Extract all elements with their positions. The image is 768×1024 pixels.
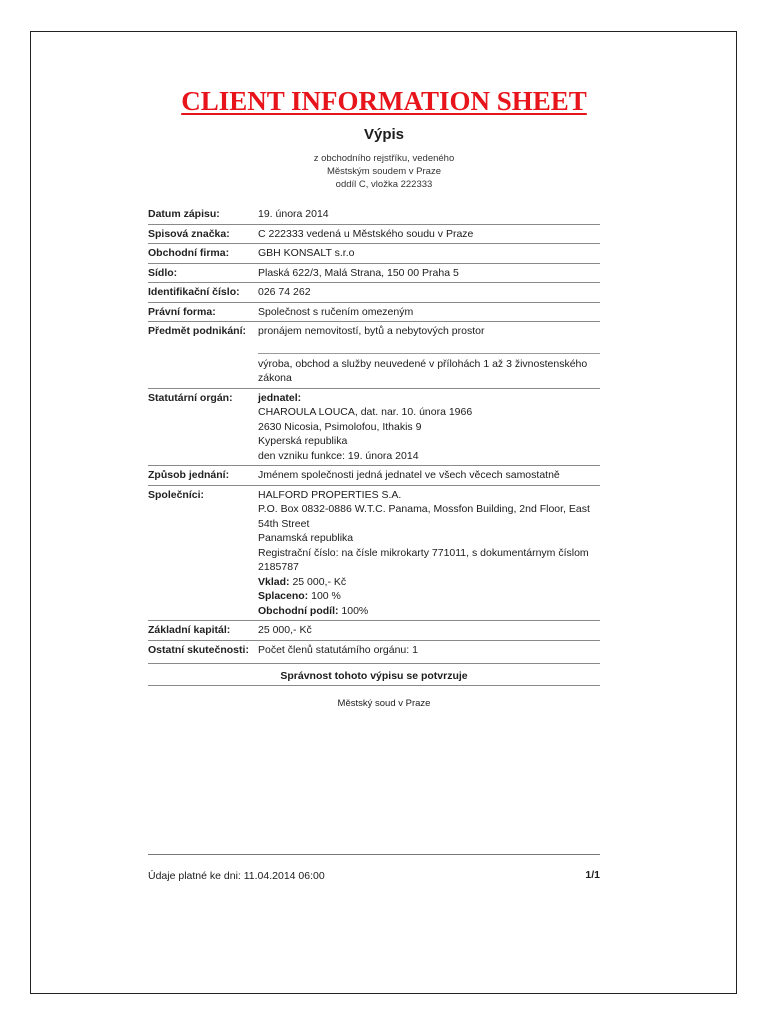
row-label: Obchodní firma: xyxy=(148,247,230,259)
registry-line-2: Městským soudem v Praze xyxy=(326,166,442,177)
document-subtitle: Výpis xyxy=(363,126,405,143)
partner-line: Registrační číslo: na čísle mikrokarty 771011, s dokumentárnym číslom 2185787 xyxy=(258,546,589,573)
business-activity-2: výroba, obchod a služby neuvedené v přílohách 1 až 3 živnostenského zákona xyxy=(258,353,600,386)
row-zakladni-kapital xyxy=(148,621,600,641)
row-zpusob-jednani xyxy=(148,466,600,486)
row-ostatni-skutecnosti xyxy=(148,641,600,665)
statutory-line: 2630 Nicosia, Psimolofou, Ithakis 9 xyxy=(258,420,422,433)
row-value: Počet členů statutámího orgánu: 1 xyxy=(258,643,418,656)
row-value xyxy=(255,324,600,386)
row-value: 19. února 2014 xyxy=(258,208,329,220)
row-sidlo xyxy=(148,264,600,284)
row-label: Datum zápisu: xyxy=(148,208,220,220)
registry-line-1: z obchodního rejstříku, vedeného xyxy=(313,153,455,164)
business-activity-1: pronájem nemovitostí, bytů a nebytových prostor xyxy=(258,325,485,337)
row-label: Společníci: xyxy=(148,488,205,501)
row-label: Předmět podnikání: xyxy=(148,325,247,337)
registry-line-3: oddíl C, vložka 222333 xyxy=(335,179,433,190)
row-pravni-forma xyxy=(148,303,600,323)
row-value: C 222333 vedená u Městského soudu v Praze xyxy=(258,227,474,240)
row-label: Sídlo: xyxy=(148,266,178,279)
row-value: Plaská 622/3, Malá Strana, 150 00 Praha 5 xyxy=(258,266,459,279)
partner-line: P.O. Box 0832-0886 W.T.C. Panama, Mossfon Building, 2nd Floor, East 54th Street xyxy=(258,503,590,530)
statutory-line: Kyperská republika xyxy=(258,435,348,447)
partner-vklad: Vklad: 25 000,- Kč xyxy=(258,575,347,588)
row-predmet-podnikani xyxy=(148,322,600,389)
partner-line: HALFORD PROPERTIES S.A. xyxy=(258,488,402,501)
row-label: Identifikační číslo: xyxy=(148,286,240,298)
row-label: Způsob jednání: xyxy=(148,469,230,481)
document-title: CLIENT INFORMATION SHEET xyxy=(181,86,587,116)
row-label: Základní kapitál: xyxy=(148,624,231,636)
row-value xyxy=(255,488,600,619)
row-value: GBH KONSALT s.r.o xyxy=(258,247,355,259)
row-label: Statutární orgán: xyxy=(148,391,233,404)
valid-as-of: Údaje platné ke dni: 11.04.2014 06:00 xyxy=(148,870,325,882)
row-statutarni-organ xyxy=(148,389,600,467)
row-value: Společnost s ručením omezeným xyxy=(258,305,414,318)
row-label: Ostatní skutečnosti: xyxy=(148,643,249,656)
issuing-court: Městský soud v Praze xyxy=(337,698,431,709)
statutory-line: CHAROULA LOUCA, dat. nar. 10. února 1966 xyxy=(258,406,473,418)
footer-divider xyxy=(148,854,600,855)
row-label: Právní forma: xyxy=(148,305,216,318)
row-obchodni-firma xyxy=(148,244,600,264)
row-label: Spisová značka: xyxy=(148,227,230,240)
row-value xyxy=(255,391,600,464)
statutory-role: jednatel: xyxy=(258,391,302,404)
row-identifikacni-cislo xyxy=(148,283,600,303)
row-spolecnici xyxy=(148,486,600,622)
partner-podil: Obchodní podíl: 100% xyxy=(258,604,369,617)
row-spisova-znacka xyxy=(148,225,600,245)
partner-line: Panamská republika xyxy=(258,532,354,544)
partner-splaceno: Splaceno: 100 % xyxy=(258,590,341,602)
row-value: 026 74 262 xyxy=(258,286,311,298)
page-number: 1/1 xyxy=(585,869,600,881)
registry-table xyxy=(148,205,600,664)
row-value: 25 000,- Kč xyxy=(258,624,312,636)
statutory-line: den vzniku funkce: 19. února 2014 xyxy=(258,449,419,462)
row-datum-zapisu xyxy=(148,205,600,225)
row-value: Jménem společnosti jedná jednatel ve všech věcech samostatně xyxy=(258,469,560,481)
confirmation-text: Správnost tohoto výpisu se potvrzuje xyxy=(148,670,600,686)
